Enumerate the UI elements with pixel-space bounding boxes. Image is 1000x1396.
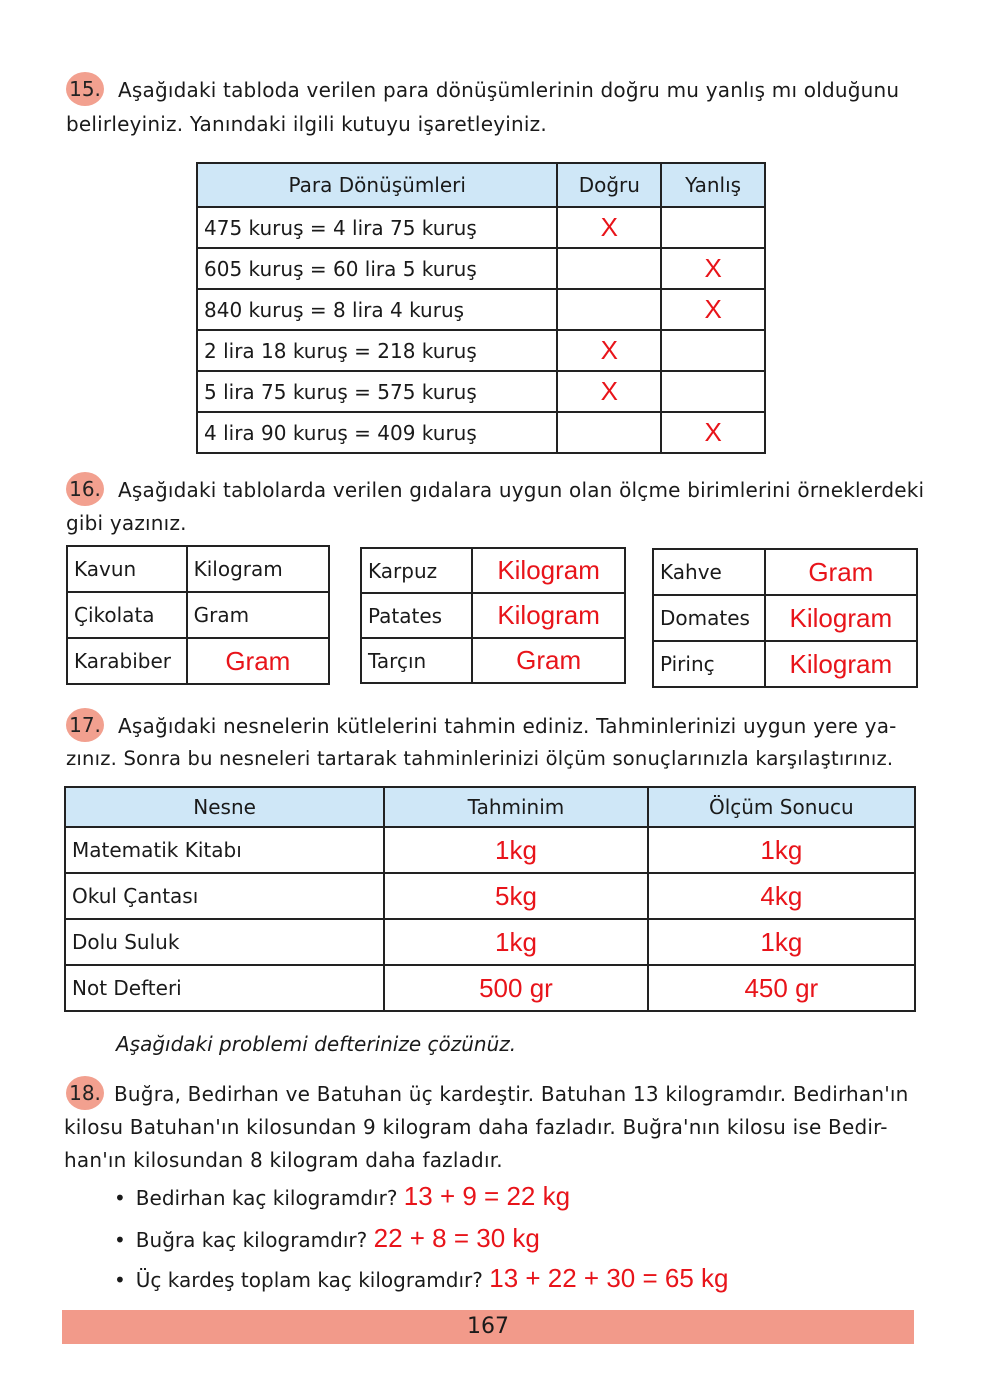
sub-answer[interactable]: 13 + 9 = 22 kg [403,1181,571,1211]
food-unit-table-1 [66,545,330,685]
question-15-text-line1: Aşağıdaki tabloda verilen para dönüşümlerinin doğru mu yanlış mı olduğunu [118,78,900,102]
question-18-item-2 [114,1218,540,1260]
conversion-expr: 5 lira 75 kuruş = 575 kuruş [197,371,557,412]
food-unit-answer[interactable]: Gram [472,638,625,683]
food-unit-example: Kilogram [187,546,329,592]
question-18-text-line2: kilosu Batuhan'ın kilosundan 9 kilogram daha fazladır. Buğra'nın kilosu ise Bedir- [64,1115,888,1139]
food-unit-table-3 [652,548,918,688]
food-unit-answer[interactable]: Kilogram [765,595,917,641]
food-name: Domates [653,595,765,641]
sub-answer[interactable]: 13 + 22 + 30 = 65 kg [489,1263,729,1293]
guess-value[interactable]: 1kg [384,827,647,873]
yanlis-mark[interactable]: X [661,289,765,330]
conversion-expr: 840 kuruş = 8 lira 4 kuruş [197,289,557,330]
mass-estimate-table [64,786,916,1012]
guess-value[interactable]: 5kg [384,873,647,919]
conversion-expr: 2 lira 18 kuruş = 218 kuruş [197,330,557,371]
object-name: Matematik Kitabı [65,827,384,873]
header-dogru: Doğru [557,163,661,207]
header-olcum-sonucu: Ölçüm Sonucu [648,787,915,827]
question-16-text-line2: gibi yazınız. [66,511,187,535]
sub-question: Bedirhan kaç kilogramdır? [135,1186,398,1210]
dogru-mark[interactable] [557,412,661,453]
food-name: Patates [361,593,472,638]
money-conversion-table [196,162,766,454]
problem-instruction: Aşağıdaki problemi defterinize çözünüz. [116,1032,517,1056]
food-unit-answer[interactable]: Kilogram [472,548,625,593]
food-name: Karpuz [361,548,472,593]
food-name: Kahve [653,549,765,595]
food-name: Karabiber [67,638,187,684]
dogru-mark[interactable] [557,289,661,330]
bullet-dot: • [114,1268,126,1292]
conversion-expr: 4 lira 90 kuruş = 409 kuruş [197,412,557,453]
object-name: Not Defteri [65,965,384,1011]
sub-answer[interactable]: 22 + 8 = 30 kg [373,1223,540,1253]
food-name: Pirinç [653,641,765,687]
question-17-text-line2: zınız. Sonra bu nesneleri tartarak tahminlerinizi ölçüm sonuçlarınızla karşılaştırınız. [66,747,894,770]
guess-value[interactable]: 500 gr [384,965,647,1011]
question-18-text-line1: Buğra, Bedirhan ve Batuhan üç kardeştir. Batuhan 13 kilogramdır. Bedirhan'ın [114,1082,909,1106]
food-name: Tarçın [361,638,472,683]
dogru-mark[interactable] [557,248,661,289]
conversion-expr: 475 kuruş = 4 lira 75 kuruş [197,207,557,248]
food-name: Kavun [67,546,187,592]
bullet-dot: • [114,1228,126,1252]
dogru-mark[interactable]: X [557,371,661,412]
bullet-dot: • [114,1186,126,1210]
food-unit-answer[interactable]: Kilogram [765,641,917,687]
result-value[interactable]: 1kg [648,827,915,873]
question-18-item-1 [114,1176,570,1218]
header-yanlis: Yanlış [661,163,765,207]
question-16-text-line1: Aşağıdaki tablolarda verilen gıdalara uygun olan ölçme birimlerini örneklerdeki [118,478,925,502]
result-value[interactable]: 4kg [648,873,915,919]
question-18-text-line3: han'ın kilosundan 8 kilogram daha fazladır. [64,1148,503,1172]
question-16-number: 16. [66,472,104,506]
page-number: 167 [467,1314,509,1339]
result-value[interactable]: 450 gr [648,965,915,1011]
yanlis-mark[interactable] [661,330,765,371]
food-unit-answer[interactable]: Kilogram [472,593,625,638]
food-unit-answer[interactable]: Gram [765,549,917,595]
result-value[interactable]: 1kg [648,919,915,965]
food-unit-table-2 [360,547,626,684]
sub-question: Üç kardeş toplam kaç kilogramdır? [135,1268,483,1292]
conversion-expr: 605 kuruş = 60 lira 5 kuruş [197,248,557,289]
food-unit-example: Gram [187,592,329,638]
question-15-number: 15. [66,72,104,106]
yanlis-mark[interactable] [661,371,765,412]
yanlis-mark[interactable]: X [661,412,765,453]
question-15-text-line2: belirleyiniz. Yanındaki ilgili kutuyu işaretleyiniz. [66,112,547,136]
question-17-number: 17. [66,708,104,742]
question-17-text-line1: Aşağıdaki nesnelerin kütlelerini tahmin ediniz. Tahminlerinizi uygun yere ya- [118,714,897,738]
sub-question: Buğra kaç kilogramdır? [135,1228,368,1252]
header-tahminim: Tahminim [384,787,647,827]
header-para-donusumleri: Para Dönüşümleri [197,163,557,207]
guess-value[interactable]: 1kg [384,919,647,965]
question-18-number: 18. [66,1076,104,1110]
dogru-mark[interactable]: X [557,207,661,248]
object-name: Dolu Suluk [65,919,384,965]
object-name: Okul Çantası [65,873,384,919]
dogru-mark[interactable]: X [557,330,661,371]
food-name: Çikolata [67,592,187,638]
question-18-item-3 [114,1258,729,1300]
yanlis-mark[interactable]: X [661,248,765,289]
header-nesne: Nesne [65,787,384,827]
food-unit-answer[interactable]: Gram [187,638,329,684]
yanlis-mark[interactable] [661,207,765,248]
